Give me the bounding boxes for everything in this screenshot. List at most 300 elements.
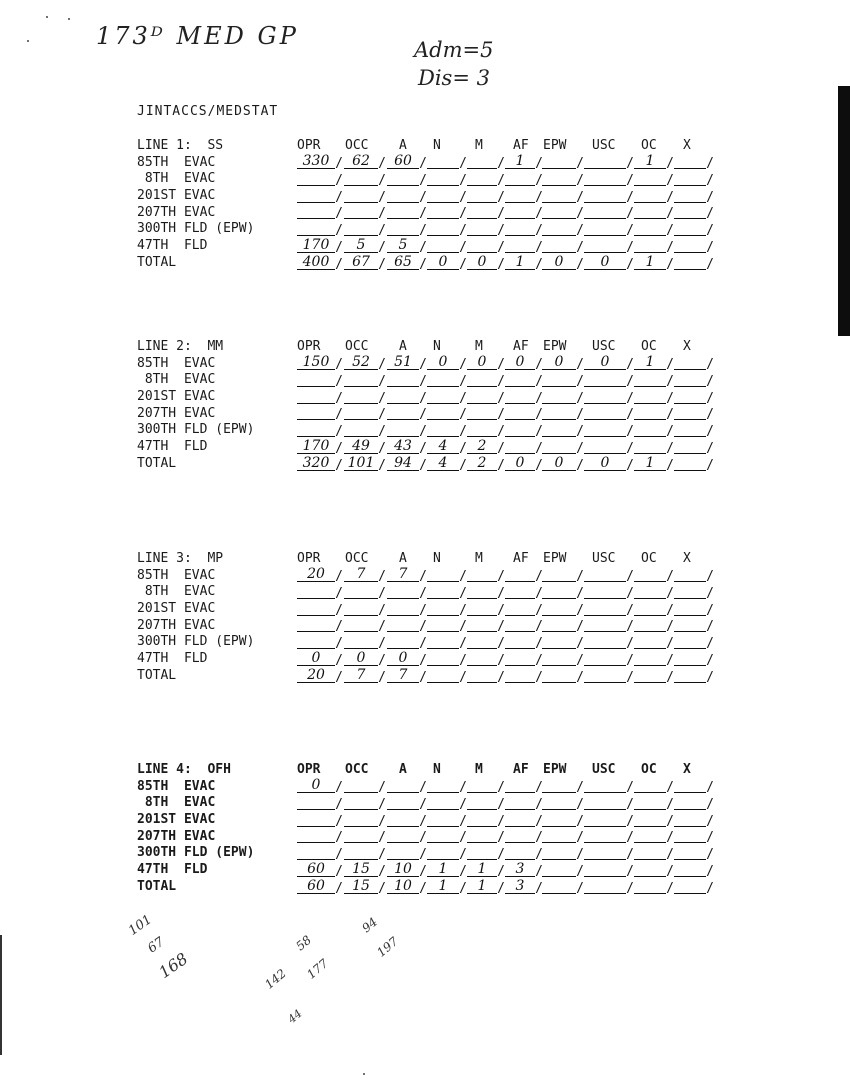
scan-edge-bar xyxy=(838,86,850,336)
entry-blank xyxy=(634,859,666,860)
entry-blank xyxy=(584,581,626,582)
field-separator: / xyxy=(497,256,505,272)
unit-label: TOTAL xyxy=(137,878,177,894)
field-separator: / xyxy=(378,830,386,846)
entry-blank xyxy=(427,682,459,683)
unit-label: 300TH FLD (EPW) xyxy=(137,845,255,861)
entry-blank xyxy=(674,269,706,270)
column-header: N xyxy=(433,762,441,777)
entry-blank xyxy=(297,809,335,810)
entry-blank xyxy=(674,682,706,683)
field-separator: / xyxy=(378,619,386,635)
handwritten-value: 7 xyxy=(356,666,366,683)
field-separator: / xyxy=(497,797,505,813)
handwritten-value: 20 xyxy=(307,666,325,683)
field-separator: / xyxy=(626,189,634,205)
entry-blank xyxy=(584,665,626,666)
form-row xyxy=(137,795,737,812)
field-separator: / xyxy=(626,457,634,473)
field-separator: / xyxy=(535,847,543,863)
field-separator: / xyxy=(666,407,674,423)
field-separator: / xyxy=(497,830,505,846)
field-separator: / xyxy=(459,173,467,189)
entry-blank xyxy=(584,202,626,203)
entry-blank xyxy=(674,168,706,169)
field-separator: / xyxy=(497,223,505,239)
entry-blank xyxy=(387,842,419,843)
entry-blank xyxy=(297,615,335,616)
form-row xyxy=(137,171,737,188)
field-separator: / xyxy=(626,256,634,272)
handwritten-value: 3 xyxy=(515,877,525,894)
margin-note: 168 xyxy=(155,948,192,983)
field-separator: / xyxy=(576,407,584,423)
field-separator: / xyxy=(576,374,584,390)
field-separator: / xyxy=(459,357,467,373)
entry-blank xyxy=(427,581,459,582)
field-separator: / xyxy=(576,206,584,222)
field-separator: / xyxy=(576,797,584,813)
field-separator: / xyxy=(419,256,427,272)
handwritten-value: 7 xyxy=(356,566,366,583)
unit-label: 300TH FLD (EPW) xyxy=(137,634,255,650)
entry-blank xyxy=(634,581,666,582)
field-separator: / xyxy=(535,880,543,896)
field-separator: / xyxy=(335,602,343,618)
field-separator: / xyxy=(666,780,674,796)
entry-blank xyxy=(344,792,378,793)
entry-blank xyxy=(634,842,666,843)
field-separator: / xyxy=(626,619,634,635)
section-title: LINE 3: MP xyxy=(137,551,224,566)
entry-blank xyxy=(467,185,497,186)
field-separator: / xyxy=(626,424,634,440)
field-separator: / xyxy=(576,189,584,205)
column-header: EPW xyxy=(543,762,567,777)
entry-blank xyxy=(387,218,419,219)
field-separator: / xyxy=(576,863,584,879)
field-separator: / xyxy=(459,797,467,813)
entry-blank xyxy=(634,185,666,186)
field-separator: / xyxy=(378,780,386,796)
column-header: USC xyxy=(592,339,616,354)
entry-blank xyxy=(634,403,666,404)
field-separator: / xyxy=(335,636,343,652)
field-separator: / xyxy=(459,239,467,255)
field-separator: / xyxy=(535,619,543,635)
field-separator: / xyxy=(706,223,714,239)
entry-blank xyxy=(344,403,378,404)
entry-blank xyxy=(505,235,535,236)
entry-blank xyxy=(634,598,666,599)
handwritten-value: 2 xyxy=(477,437,487,454)
column-header: M xyxy=(475,551,483,566)
entry-blank xyxy=(505,809,535,810)
form-row xyxy=(137,221,737,238)
field-separator: / xyxy=(497,847,505,863)
entry-blank xyxy=(344,218,378,219)
entry-blank xyxy=(584,631,626,632)
handwritten-value: 15 xyxy=(352,877,370,894)
entry-blank xyxy=(634,631,666,632)
column-header: OPR xyxy=(297,762,321,777)
entry-blank xyxy=(427,202,459,203)
field-separator: / xyxy=(419,780,427,796)
field-separator: / xyxy=(626,223,634,239)
entry-blank xyxy=(297,202,335,203)
unit-label: 47TH FLD xyxy=(137,439,208,455)
form-row xyxy=(137,634,737,651)
entry-blank xyxy=(542,218,576,219)
field-separator: / xyxy=(626,374,634,390)
field-separator: / xyxy=(706,619,714,635)
entry-blank xyxy=(542,235,576,236)
entry-blank xyxy=(467,792,497,793)
column-header: OCC xyxy=(345,339,369,354)
handwritten-value: 320 xyxy=(302,454,330,471)
entry-blank xyxy=(634,419,666,420)
entry-blank xyxy=(634,453,666,454)
column-header: USC xyxy=(592,551,616,566)
field-separator: / xyxy=(335,206,343,222)
field-separator: / xyxy=(666,440,674,456)
entry-blank xyxy=(427,615,459,616)
column-header: OC xyxy=(641,138,657,153)
field-separator: / xyxy=(419,390,427,406)
field-separator: / xyxy=(459,880,467,896)
medstat-section xyxy=(137,339,737,473)
entry-blank xyxy=(427,826,459,827)
entry-blank xyxy=(634,202,666,203)
field-separator: / xyxy=(706,440,714,456)
field-separator: / xyxy=(706,256,714,272)
entry-blank xyxy=(297,842,335,843)
handwritten-value: 3 xyxy=(515,860,525,877)
field-separator: / xyxy=(666,880,674,896)
entry-blank xyxy=(542,403,576,404)
column-header: X xyxy=(683,138,691,153)
entry-blank xyxy=(344,419,378,420)
entry-blank xyxy=(634,826,666,827)
unit-label: 8TH EVAC xyxy=(137,795,216,811)
entry-blank xyxy=(344,809,378,810)
scan-speck xyxy=(363,1073,365,1075)
entry-blank xyxy=(505,386,535,387)
field-separator: / xyxy=(378,374,386,390)
handwritten-value: 0 xyxy=(398,649,408,666)
handwritten-admissions: Adm=5 xyxy=(414,38,494,62)
handwritten-value: 94 xyxy=(394,454,412,471)
scan-speck xyxy=(46,16,48,18)
column-header: EPW xyxy=(543,138,567,153)
entry-blank xyxy=(505,202,535,203)
entry-blank xyxy=(387,202,419,203)
entry-blank xyxy=(427,598,459,599)
form-row xyxy=(137,829,737,846)
field-separator: / xyxy=(497,863,505,879)
entry-blank xyxy=(387,598,419,599)
field-separator: / xyxy=(419,669,427,685)
handwritten-value: 1 xyxy=(645,153,655,170)
entry-blank xyxy=(467,648,497,649)
field-separator: / xyxy=(626,602,634,618)
field-separator: / xyxy=(335,797,343,813)
column-header: N xyxy=(433,138,441,153)
entry-blank xyxy=(542,648,576,649)
field-separator: / xyxy=(419,880,427,896)
field-separator: / xyxy=(378,797,386,813)
field-separator: / xyxy=(666,390,674,406)
unit-label: 201ST EVAC xyxy=(137,812,216,828)
handwritten-value: 60 xyxy=(394,153,412,170)
field-separator: / xyxy=(335,440,343,456)
field-separator: / xyxy=(576,636,584,652)
field-separator: / xyxy=(666,619,674,635)
field-separator: / xyxy=(666,602,674,618)
field-separator: / xyxy=(378,863,386,879)
margin-note: 58 xyxy=(293,932,314,954)
field-separator: / xyxy=(666,424,674,440)
entry-blank xyxy=(467,202,497,203)
medstat-section xyxy=(137,551,737,685)
handwritten-value: 1 xyxy=(645,354,655,371)
field-separator: / xyxy=(535,586,543,602)
field-separator: / xyxy=(419,636,427,652)
field-separator: / xyxy=(535,780,543,796)
field-separator: / xyxy=(576,619,584,635)
handwritten-value: 10 xyxy=(394,877,412,894)
entry-blank xyxy=(427,792,459,793)
field-separator: / xyxy=(497,569,505,585)
field-separator: / xyxy=(576,652,584,668)
field-separator: / xyxy=(576,830,584,846)
field-separator: / xyxy=(576,602,584,618)
field-separator: / xyxy=(706,669,714,685)
entry-blank xyxy=(634,809,666,810)
field-separator: / xyxy=(706,602,714,618)
entry-blank xyxy=(505,792,535,793)
handwritten-value: 49 xyxy=(352,437,370,454)
entry-blank xyxy=(427,403,459,404)
handwritten-value: 20 xyxy=(307,566,325,583)
entry-blank xyxy=(505,648,535,649)
field-separator: / xyxy=(378,847,386,863)
field-separator: / xyxy=(535,636,543,652)
entry-blank xyxy=(344,842,378,843)
handwritten-value: 0 xyxy=(311,777,321,794)
entry-blank xyxy=(542,665,576,666)
field-separator: / xyxy=(626,569,634,585)
field-separator: / xyxy=(497,602,505,618)
scan-speck xyxy=(27,40,29,42)
unit-label: 300TH FLD (EPW) xyxy=(137,221,255,237)
entry-blank xyxy=(427,386,459,387)
field-separator: / xyxy=(666,206,674,222)
entry-blank xyxy=(297,826,335,827)
entry-blank xyxy=(505,419,535,420)
field-separator: / xyxy=(706,173,714,189)
column-header: OPR xyxy=(297,551,321,566)
column-header: USC xyxy=(592,138,616,153)
field-separator: / xyxy=(419,830,427,846)
form-row xyxy=(137,862,737,879)
entry-blank xyxy=(344,631,378,632)
handwritten-unit-heading: 173ᴰ MED GP xyxy=(96,22,299,50)
column-header: USC xyxy=(592,762,616,777)
entry-blank xyxy=(542,168,576,169)
field-separator: / xyxy=(666,239,674,255)
margin-note: 94 xyxy=(359,914,380,936)
margin-note: 101 xyxy=(125,912,155,939)
entry-blank xyxy=(634,615,666,616)
column-header: A xyxy=(399,138,407,153)
field-separator: / xyxy=(706,830,714,846)
unit-label: 8TH EVAC xyxy=(137,372,216,388)
column-header: OCC xyxy=(345,762,369,777)
field-separator: / xyxy=(335,223,343,239)
field-separator: / xyxy=(378,440,386,456)
entry-blank xyxy=(542,615,576,616)
field-separator: / xyxy=(378,669,386,685)
handwritten-value: 0 xyxy=(515,454,525,471)
field-separator: / xyxy=(378,390,386,406)
field-separator: / xyxy=(535,223,543,239)
entry-blank xyxy=(467,235,497,236)
entry-blank xyxy=(674,218,706,219)
field-separator: / xyxy=(335,457,343,473)
field-separator: / xyxy=(497,619,505,635)
handwritten-value: 170 xyxy=(302,437,330,454)
entry-blank xyxy=(505,631,535,632)
entry-blank xyxy=(505,218,535,219)
entry-blank xyxy=(427,665,459,666)
handwritten-value: 1 xyxy=(645,454,655,471)
field-separator: / xyxy=(419,586,427,602)
entry-blank xyxy=(297,598,335,599)
entry-blank xyxy=(467,252,497,253)
field-separator: / xyxy=(706,797,714,813)
handwritten-value: 0 xyxy=(554,454,564,471)
field-separator: / xyxy=(535,239,543,255)
field-separator: / xyxy=(535,189,543,205)
handwritten-value: 52 xyxy=(352,354,370,371)
column-header: AF xyxy=(513,762,529,777)
field-separator: / xyxy=(378,357,386,373)
entry-blank xyxy=(427,168,459,169)
entry-blank xyxy=(505,581,535,582)
entry-blank xyxy=(674,453,706,454)
entry-blank xyxy=(584,168,626,169)
unit-label: 207TH EVAC xyxy=(137,405,216,421)
form-row xyxy=(137,406,737,423)
entry-blank xyxy=(505,436,535,437)
field-separator: / xyxy=(626,390,634,406)
handwritten-value: 1 xyxy=(477,860,487,877)
handwritten-value: 1 xyxy=(515,153,525,170)
field-separator: / xyxy=(459,602,467,618)
handwritten-value: 1 xyxy=(515,253,525,270)
entry-blank xyxy=(634,792,666,793)
field-separator: / xyxy=(459,440,467,456)
field-separator: / xyxy=(535,652,543,668)
field-separator: / xyxy=(335,780,343,796)
unit-label: 8TH EVAC xyxy=(137,584,216,600)
field-separator: / xyxy=(497,239,505,255)
field-separator: / xyxy=(459,636,467,652)
handwritten-value: 400 xyxy=(302,253,330,270)
entry-blank xyxy=(674,615,706,616)
entry-blank xyxy=(344,826,378,827)
field-separator: / xyxy=(706,357,714,373)
section-title: LINE 2: MM xyxy=(137,339,224,354)
field-separator: / xyxy=(419,440,427,456)
field-separator: / xyxy=(419,239,427,255)
handwritten-value: 62 xyxy=(352,153,370,170)
unit-label: 201ST EVAC xyxy=(137,188,216,204)
field-separator: / xyxy=(666,256,674,272)
unit-label: 85TH EVAC xyxy=(137,567,216,583)
field-separator: / xyxy=(626,357,634,373)
field-separator: / xyxy=(576,457,584,473)
field-separator: / xyxy=(378,813,386,829)
form-row xyxy=(137,879,737,896)
field-separator: / xyxy=(666,586,674,602)
field-separator: / xyxy=(497,407,505,423)
entry-blank xyxy=(387,419,419,420)
entry-blank xyxy=(634,436,666,437)
entry-blank xyxy=(584,842,626,843)
entry-blank xyxy=(467,682,497,683)
medstat-section xyxy=(137,762,737,896)
entry-blank xyxy=(634,682,666,683)
handwritten-value: 150 xyxy=(302,354,330,371)
handwritten-value: 4 xyxy=(438,454,448,471)
field-separator: / xyxy=(626,407,634,423)
entry-blank xyxy=(467,403,497,404)
entry-blank xyxy=(542,252,576,253)
field-separator: / xyxy=(378,457,386,473)
handwritten-value: 0 xyxy=(477,253,487,270)
unit-label: 47TH FLD xyxy=(137,238,208,254)
entry-blank xyxy=(542,453,576,454)
entry-blank xyxy=(674,792,706,793)
field-separator: / xyxy=(419,407,427,423)
entry-blank xyxy=(584,436,626,437)
entry-blank xyxy=(542,185,576,186)
field-separator: / xyxy=(497,652,505,668)
field-separator: / xyxy=(419,619,427,635)
field-separator: / xyxy=(706,457,714,473)
entry-blank xyxy=(427,419,459,420)
field-separator: / xyxy=(626,780,634,796)
field-separator: / xyxy=(497,457,505,473)
field-separator: / xyxy=(497,173,505,189)
handwritten-value: 0 xyxy=(311,649,321,666)
field-separator: / xyxy=(706,636,714,652)
entry-blank xyxy=(542,893,576,894)
field-separator: / xyxy=(497,636,505,652)
field-separator: / xyxy=(459,569,467,585)
field-separator: / xyxy=(626,830,634,846)
entry-blank xyxy=(505,185,535,186)
entry-blank xyxy=(674,470,706,471)
handwritten-value: 1 xyxy=(477,877,487,894)
entry-blank xyxy=(387,809,419,810)
entry-blank xyxy=(542,859,576,860)
entry-blank xyxy=(634,648,666,649)
handwritten-value: 0 xyxy=(600,253,610,270)
field-separator: / xyxy=(497,424,505,440)
